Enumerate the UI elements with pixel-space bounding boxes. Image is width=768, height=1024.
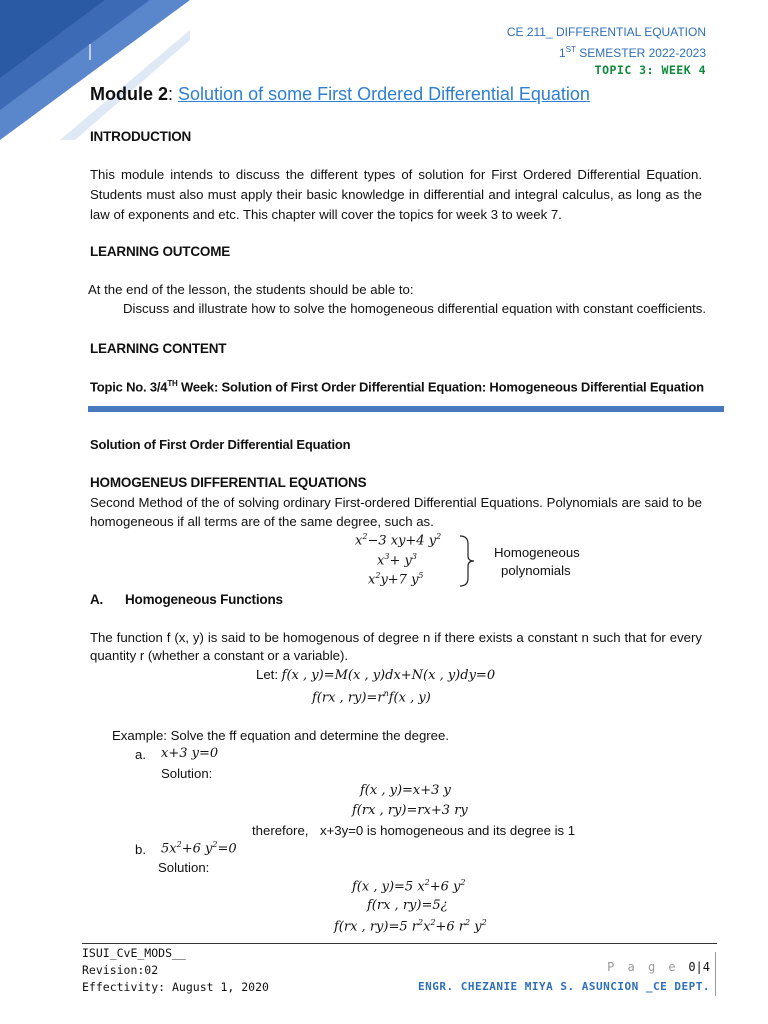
intro-heading: INTRODUCTION bbox=[90, 129, 192, 144]
footer-doc-info bbox=[82, 945, 269, 996]
example-b-equation: $5x^2+6$ $y^2=0$ bbox=[161, 840, 237, 857]
functions-letter: A. bbox=[90, 592, 104, 607]
footer-divider bbox=[82, 943, 717, 944]
example-a-conclusion: x+3y=0 is homogeneous and its degree is 1 bbox=[320, 823, 576, 838]
footer-vertical-divider bbox=[715, 952, 716, 996]
module-title: Module 2: Solution of some First Ordered Differential Equation bbox=[90, 84, 590, 104]
topic-line: Topic No. 3/4TH Week: Solution of First Order Differential Equation: Homogeneous Differential Equation bbox=[90, 379, 704, 395]
example-b-step-1: f(x , y)=5 $x^2+6$ $y^2$ bbox=[352, 878, 466, 895]
example-b-solution-label: Solution: bbox=[158, 860, 210, 875]
semester-line: 1ST SEMESTER 2022-2023 bbox=[559, 45, 706, 60]
page-label: P a g e bbox=[607, 960, 679, 974]
example-b-step-3: f(rx , ry)=5 $r^2x^2+6$ $r^2$ $y^2$ bbox=[334, 918, 487, 935]
course-header bbox=[507, 24, 706, 79]
example-intro: Example: Solve the ff equation and determine the degree. bbox=[112, 728, 449, 743]
functions-body: The function f (x, y) is said to be homogenous of degree n if there exists a constant n such that for every quantity r (whether a constant or a variable). bbox=[90, 630, 702, 663]
bracket-label-2: polynomials bbox=[501, 563, 571, 578]
therefore-label: therefore, bbox=[252, 823, 309, 838]
polynomial-2: $x^3+ y^3$ bbox=[377, 552, 417, 569]
intro-body: This module intends to discuss the different types of solution for First Ordered Differential Equation. Students must also must apply their basic knowledge in differential and integral calculus, as long as the law of exponents and etc. This chapter will cover the topics for week 3 to week 7. bbox=[90, 167, 702, 222]
polynomial-3: $x^2y+7$ $y^5$ bbox=[368, 571, 424, 588]
course-title: CE 211_ DIFFERENTIAL EQUATION bbox=[506, 25, 706, 39]
polynomial-1: $x^2-3$ xy+4 $y^2$ bbox=[355, 532, 442, 549]
topic-week: TOPIC 3: WEEK 4 bbox=[594, 63, 706, 77]
doc-code: ISUI_CvE_MODS__ bbox=[82, 946, 186, 960]
let-equation: Let: f(x , y)=M(x , y)dx+N(x , y)dy=0 bbox=[256, 667, 496, 683]
author-line: ENGR. CHEZANIE MIYA S. ASUNCION _CE DEPT. bbox=[417, 980, 710, 993]
page-number: 0|4 bbox=[688, 960, 710, 974]
bracket-label-1: Homogeneous bbox=[494, 545, 580, 560]
example-a-label: a. bbox=[135, 747, 146, 762]
page-indicator bbox=[607, 959, 710, 974]
example-a-step-1: f(x , y)=x+3 y bbox=[360, 783, 451, 798]
curly-brace-icon bbox=[456, 534, 478, 588]
content-heading: LEARNING CONTENT bbox=[90, 341, 227, 356]
example-b-label: b. bbox=[135, 842, 146, 857]
functions-heading: Homogeneous Functions bbox=[125, 592, 283, 607]
example-b-step-2: f(rx , ry)=5¿ bbox=[367, 898, 448, 913]
section-heading: Solution of First Order Differential Equation bbox=[90, 437, 351, 452]
section-subheading: HOMOGENEUS DIFFERENTIAL EQUATIONS bbox=[90, 475, 367, 490]
example-a-solution-label: Solution: bbox=[161, 766, 213, 781]
corner-decoration bbox=[0, 0, 190, 140]
section-body: Second Method of the of solving ordinary First-ordered Differential Equations. Polynomials are said to be homogeneous if all terms are of the same degree, such as. bbox=[90, 495, 702, 529]
module-title-link[interactable]: Solution of some First Ordered Differential Equation bbox=[178, 84, 590, 104]
example-a-step-2: f(rx , ry)=rx+3 ry bbox=[352, 803, 468, 818]
example-a-equation: x+3 y=0 bbox=[161, 746, 219, 761]
revision: Revision:02 bbox=[82, 963, 159, 977]
outcome-item: Discuss and illustrate how to solve the homogeneous differential equation with constant coefficients. bbox=[123, 301, 707, 316]
effectivity: Effectivity: August 1, 2020 bbox=[82, 980, 269, 994]
outcome-lead: At the end of the lesson, the students should be able to: bbox=[88, 282, 414, 297]
section-divider bbox=[88, 406, 724, 412]
outcome-heading: LEARNING OUTCOME bbox=[90, 244, 231, 259]
degree-definition: f(rx , $ry)=r^nf(x$ , y) bbox=[312, 689, 431, 706]
